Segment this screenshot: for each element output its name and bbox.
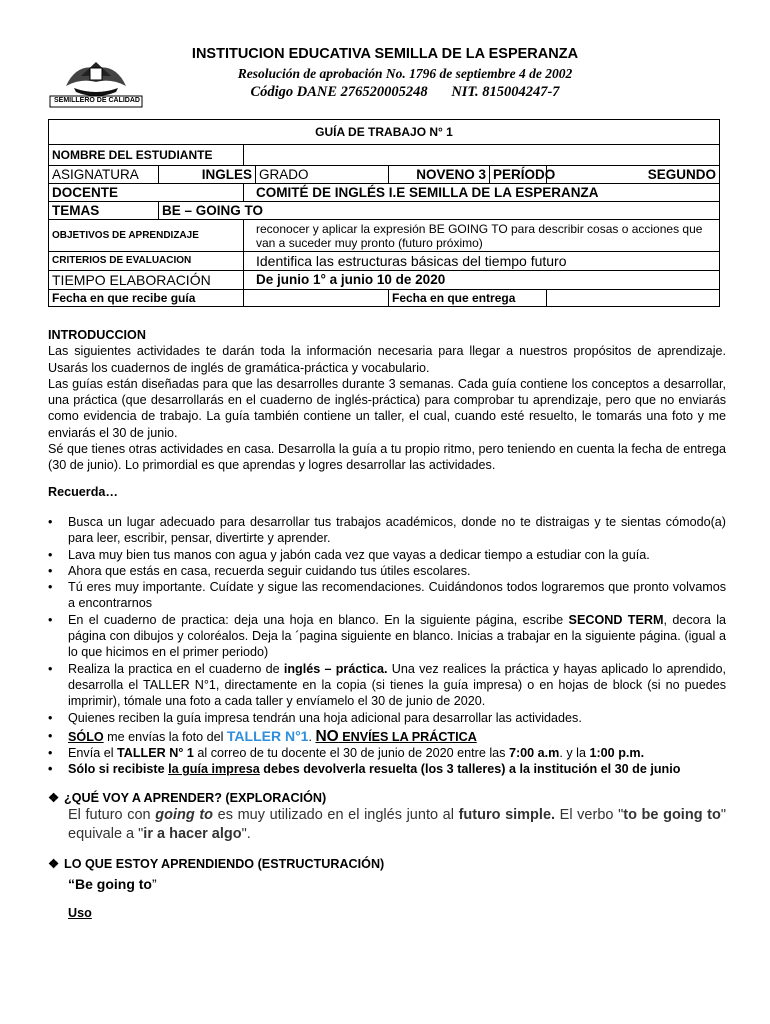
list-item <box>48 612 726 661</box>
use-label: Uso <box>68 905 92 920</box>
list-item <box>48 661 726 710</box>
remember-list <box>48 514 726 778</box>
grade-label: GRADO <box>256 166 389 184</box>
objectives-label: OBJETIVOS DE APRENDIZAJE <box>49 220 244 252</box>
item-text: Realiza la practica en el cuaderno de <box>68 661 284 676</box>
topics-label: TEMAS <box>49 202 159 220</box>
list-item: • Tú eres muy importante. Cuídate y sigue las recomendaciones. Cuidándonos todos lograremos que pronto volvamos a encontrarnos <box>48 579 726 612</box>
text-run: El verbo " <box>555 807 624 824</box>
no-practice-text: ENVÍES LA PRÁCTICA <box>338 729 477 744</box>
text-run: ir a hacer algo <box>143 826 242 843</box>
guide-body <box>48 327 726 921</box>
text-run: ” <box>152 876 157 893</box>
text-run: ". <box>241 826 251 843</box>
printed-guide-text: la guía impresa <box>168 762 260 777</box>
resolution-line: Resolución de aprobación No. 1796 de septiembre 4 de 2002 <box>237 66 573 81</box>
item-text: Una vez realices la práctica y hayas aplicado lo aprendido, desarrolla el TALLER N°1, directamente en la copia (si tienes la guía impresa) o en hojas de block (si no puedes imprimir), tómale una foto a cada taller y envíamelo el 30 de junio de 2020. <box>68 661 726 709</box>
solo-text: SÓLO <box>68 729 104 744</box>
grade-value: NOVENO 3 <box>389 166 490 184</box>
topics-value: BE – GOING TO <box>159 202 720 220</box>
item-text: Envía el <box>68 746 118 761</box>
period-value: SEGUNDO <box>547 166 720 184</box>
no-text: NO <box>315 727 339 745</box>
structure-heading <box>48 856 726 872</box>
second-term-text: SECOND TERM <box>568 612 664 627</box>
explore-heading <box>48 790 726 806</box>
list-item: • Ahora que estás en casa, recuerda seguir cuidando tus útiles escolares. <box>48 563 726 579</box>
received-date-label: Fecha en que recibe guía <box>49 290 244 307</box>
list-item <box>48 761 726 777</box>
delivery-date-field[interactable] <box>547 290 720 307</box>
intro-paragraph-2: Las guías están diseñadas para que las desarrolles durante 3 semanas. Cada guía contiene los conceptos a desarrollar, una práctica (que desarrollarás en el cuaderno de inglés-práctica) para comprobar tu aprendizaje, pero que no enviarás como evidencia de trabajo. La guía también contiene un taller, el cual, cuando esté resuelto, le tomarás una foto y me enviarás el 30 de junio. <box>48 376 726 440</box>
item-text: . <box>308 729 316 744</box>
codes-line <box>0 84 770 101</box>
explore-heading-text: ¿QUÉ VOY A APRENDER? (EXPLORACIÓN) <box>64 790 327 805</box>
text-run: going to <box>155 807 214 824</box>
objectives-value: reconocer y aplicar la expresión BE GOING TO para describir cosas o acciones que van a suceder muy pronto (futuro próximo) <box>244 220 720 252</box>
text-run: futuro simple. <box>458 807 556 824</box>
taller-highlight: TALLER N°1 <box>226 727 309 744</box>
nit-code: NIT. 815004247-7 <box>451 84 560 100</box>
time-value: De junio 1° a junio 10 de 2020 <box>244 271 720 290</box>
guide-title: GUÍA DE TRABAJO N° 1 <box>49 120 720 145</box>
item-text: En el cuaderno de practica: deja una hoja en blanco. En la siguiente página, escribe <box>68 612 569 627</box>
item-text: Sólo si recibiste <box>68 762 169 777</box>
list-item <box>48 728 726 745</box>
notebook-name: inglés – práctica. <box>283 661 388 676</box>
text-run: es muy utilizado en el inglés junto al <box>213 807 459 824</box>
time-label: TIEMPO ELABORACIÓN <box>49 271 244 290</box>
list-item: • Quienes reciben la guía impresa tendrán una hoja adicional para desarrollar las actividades. <box>48 710 726 726</box>
remember-heading: Recuerda… <box>48 484 118 499</box>
student-label: NOMBRE DEL ESTUDIANTE <box>49 145 244 166</box>
subject-value: INGLES <box>159 166 256 184</box>
item-text: . y la <box>559 746 590 761</box>
diamond-bullet-icon: ❖ <box>48 790 60 805</box>
text-run: El futuro con <box>68 807 156 824</box>
start-time: 7:00 a.m <box>508 746 560 761</box>
guide-form-table <box>48 119 720 307</box>
subject-label: ASIGNATURA <box>49 166 159 184</box>
item-text: , decora la página con dibujos y coloréalos. Deja la ´pagina siguiente en blanco. Inicias a trabajar en la siguiente página. (igual a lo que hicimos en el primer periodo) <box>68 612 727 660</box>
logo-text: SEMILLERO DE CALIDAD <box>54 97 140 104</box>
dane-code: Código DANE 276520005248 <box>250 84 428 100</box>
diamond-bullet-icon: ❖ <box>48 857 60 872</box>
item-text: me envías la foto del <box>103 729 227 744</box>
end-time: 1:00 p.m. <box>589 746 645 761</box>
teacher-label: DOCENTE <box>49 184 244 202</box>
structure-heading-text: LO QUE ESTOY APRENDIENDO (ESTRUCTURACIÓN) <box>64 857 385 872</box>
list-item: • Lava muy bien tus manos con agua y jabón cada vez que vayas a dedicar tiempo a estudiar con la guía. <box>48 547 726 563</box>
period-label: PERÍODO <box>490 166 547 184</box>
text-run: " equivale a " <box>68 807 727 843</box>
text-run: “Be going to <box>68 876 152 893</box>
item-text: debes devolverla resuelta (los 3 talleres) a la institución el 30 de junio <box>259 762 681 777</box>
delivery-date-label: Fecha en que entrega <box>389 290 547 307</box>
intro-heading: INTRODUCCION <box>48 328 146 342</box>
be-going-to-title <box>48 876 726 892</box>
taller-text: TALLER N° 1 <box>117 746 194 761</box>
criteria-label: CRITERIOS DE EVALUACION <box>49 252 244 271</box>
intro-paragraph-1: Las siguientes actividades te darán toda la información necesaria para llegar a nuestros propósitos de aprendizaje. Usarás los cuadernos de inglés de gramática-práctica y vocabulario. <box>48 344 726 375</box>
criteria-value: Identifica las estructuras básicas del tiempo futuro <box>244 252 720 271</box>
item-text: al correo de tu docente el 30 de junio de 2020 entre las <box>193 746 509 761</box>
list-item: • Busca un lugar adecuado para desarrollar tus trabajos académicos, donde no te distraigas y te sientas cómodo(a) para leer, escribir, pensar, divertirte y aprender. <box>48 514 726 547</box>
institution-name: INSTITUCION EDUCATIVA SEMILLA DE LA ESPERANZA <box>191 46 579 62</box>
teacher-value: COMITÉ DE INGLÉS I.E SEMILLA DE LA ESPERANZA <box>244 184 720 202</box>
intro-paragraph-3: Sé que tienes otras actividades en casa. Desarrolla la guía a tu propio ritmo, pero teniendo en cuenta la fecha de entrega (30 de junio). Lo primordial es que aprendas y logres desarrollar las actividades. <box>48 442 726 473</box>
student-name-field[interactable] <box>244 145 720 166</box>
list-item <box>48 745 726 761</box>
text-run: to be going to <box>623 807 721 824</box>
explore-text <box>48 806 726 844</box>
received-date-field[interactable] <box>244 290 389 307</box>
